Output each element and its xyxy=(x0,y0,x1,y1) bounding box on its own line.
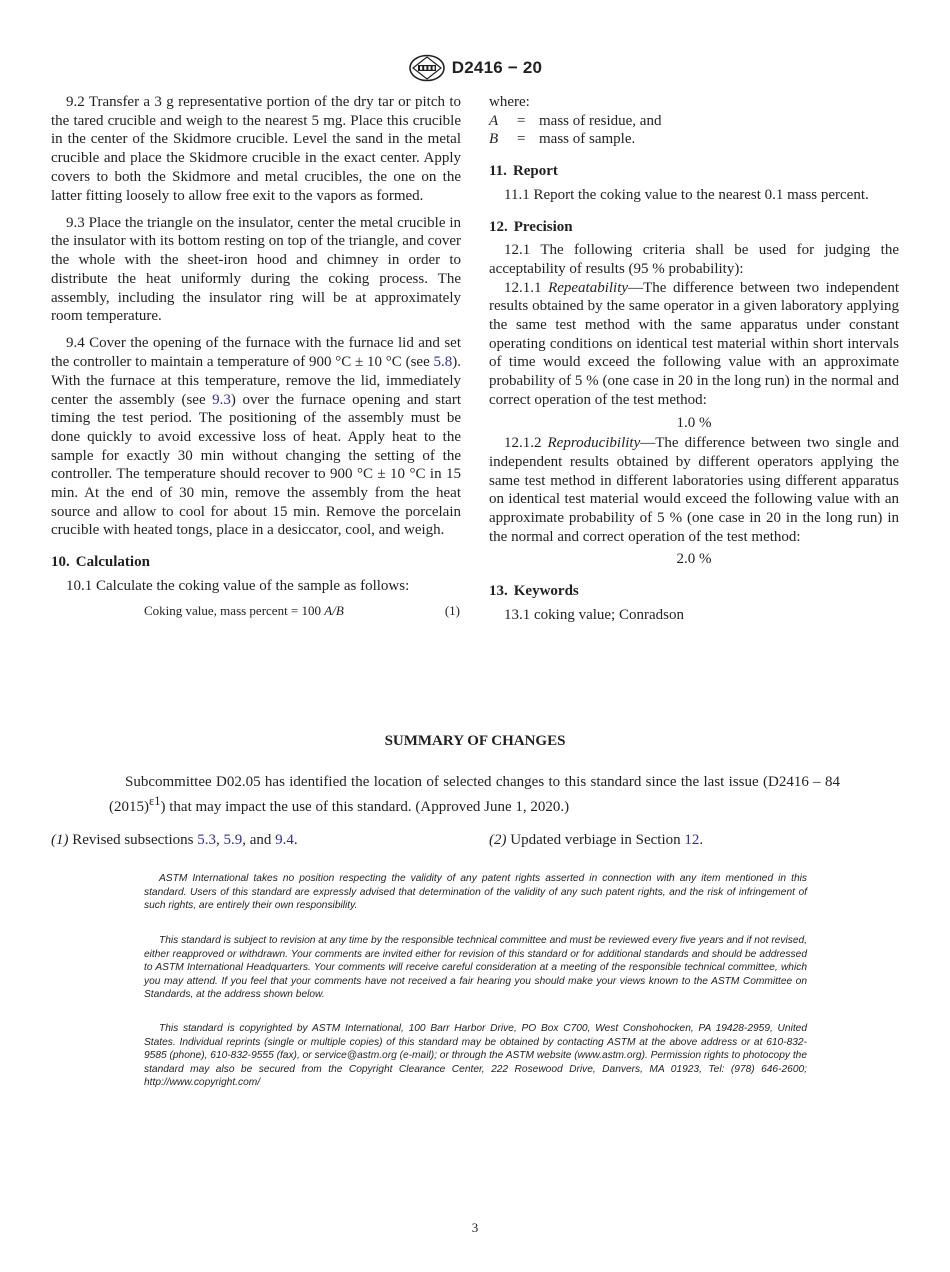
left-column xyxy=(51,93,461,620)
paragraph-10-1: 10.1 Calculate the coking value of the sample as follows: xyxy=(66,577,410,594)
definition-b: B = mass of sample. xyxy=(489,131,636,148)
summary-body: Subcommittee D02.05 has identified the location of selected changes to this standard since the last issue (D2416 – 84 $(2015)^{\varepsilon 1}$) that may impact the use of this standard. (Approved June 1, 2020.) xyxy=(109,774,840,815)
equation-number: (1) xyxy=(444,602,460,618)
xref-section-12-link[interactable]: 12 xyxy=(684,832,700,848)
paragraph-9-4: 9.4 Cover the opening of the furnace with the furnace lid and set the controller to maintain a temperature of 900 °C ± 10 °C (see 5.8). With the furnace at this temperature, remove the lid, immediately center the assembly (see 9.3) over the furnace opening and start timing the test period. The positioning of the assembly must be done quickly to avoid excessive loss of heat. Apply heat to the sample for exactly 30 min without changing the setting of the controller. The temperature should recover to 900 °C ± 10 °C in 15 min. At the end of 30 min, remove the assembly from the heat source and allow to cool for about 15 min. Remove the porcelain crucible with heated tongs, place in a desiccator, cool, and weigh. xyxy=(51,335,462,539)
xref-5-3-link[interactable]: 5.3 xyxy=(197,832,216,848)
page-number: 3 xyxy=(471,1220,479,1235)
paragraph-12-1-2: 12.1.2 Reproducibility—The difference between two single and independent results obtained by different operators applying the same test method in different laboratories using different apparatus on identical test material would exceed the following value with an approximate probability of 5 % (one case in 20 in the long run) in the normal and correct operation of the test method: xyxy=(489,435,900,545)
page-header xyxy=(0,52,950,84)
astm-logo-icon xyxy=(408,54,446,82)
document-id: D2416 − 20 xyxy=(451,58,543,77)
paragraph-9-3: 9.3 Place the triangle on the insulator, center the metal crucible in the insulator with its bottom resting on top of the triangle, and cover the whole with the sheet-iron hood and chimney in order to distribute the heat uniformly during the coking process. The assembly, including the insulator ring will be at approximately room temperature. xyxy=(51,214,461,325)
paragraph-9-2: 9.2 Transfer a 3 g representative portion of the dry tar or pitch to the tared crucible and weigh to the nearest 5 mg. Place this crucible in the center of the Skidmore crucible. Level the sand in the metal crucible and place the Skidmore crucible in the exact center. Apply covers to both the Skidmore and metal crucibles, the one on the latter fitting loosely to allow free exit to the vapors as formed. xyxy=(51,94,461,204)
paragraph-12-1: 12.1 The following criteria shall be used for judging the acceptability of results (95 % probability): xyxy=(489,242,899,277)
xref-5-8-link[interactable]: 5.8 xyxy=(433,354,453,371)
section-13-heading: 13. Keywords xyxy=(489,583,579,600)
repeatability-value: 1.0 % xyxy=(676,414,712,431)
section-10-heading: 10. Calculation xyxy=(51,554,150,571)
definition-a: A = mass of residue, and xyxy=(489,112,662,129)
summary-title: SUMMARY OF CHANGES xyxy=(384,733,566,749)
change-item-2: (2) Updated verbiage in Section 12. xyxy=(489,832,704,848)
paragraph-13-1: 13.1 coking value; Conradson xyxy=(504,606,684,623)
paragraph-11-1: 11.1 Report the coking value to the nearest 0.1 mass percent. xyxy=(504,186,869,203)
xref-5-9-link[interactable]: 5.9 xyxy=(223,832,243,848)
right-column xyxy=(489,93,899,633)
xref-9-3-link[interactable]: 9.3 xyxy=(212,391,231,408)
reproducibility-value: 2.0 % xyxy=(676,551,712,568)
section-11-heading: 11. Report xyxy=(489,163,558,180)
section-12-heading: 12. Precision xyxy=(489,218,573,235)
equation-1: Coking value, mass percent = 100 A/B (1) xyxy=(51,602,461,621)
change-item-1: (1) Revised subsections 5.3, 5.9, and 9.4. xyxy=(51,832,298,848)
revision-notice: This standard is subject to revision at any time by the responsible technical committee and must be reviewed every five years and if not revised, either reapproved or withdrawn. Your comments are invited either for revision of this standard or for additional standards and should be addressed to ASTM International Headquarters. Your comments will receive careful consideration at a meeting of the responsible technical committee, which you may attend. If you feel that your comments have not received a fair hearing you should make your views known to the ASTM Committee on Standards, at the address shown below. xyxy=(144,935,807,1001)
paragraph-12-1-1: 12.1.1 Repeatability—The difference between two independent results obtained by the same operator in a given laboratory applying the same test method with the same apparatus under constant operating conditions on identical test material within short intervals of time would exceed the following value with an approximate probability of 5 % (one case in 20 in the long run) in the normal and correct operation of the test method: xyxy=(489,279,899,408)
patent-notice: ASTM International takes no position respecting the validity of any patent rights asserted in connection with any item mentioned in this standard. Users of this standard are expressly advised that determination of the validity of any such patent rights, and the risk of infringement of such rights, are entirely their own responsibility. xyxy=(144,873,807,912)
xref-9-4-link[interactable]: 9.4 xyxy=(275,832,294,848)
where-label: where: xyxy=(489,94,530,110)
copyright-notice: This standard is copyrighted by ASTM International, 100 Barr Harbor Drive, PO Box C700, West Conshohocken, PA 19428-2959, United States. Individual reprints (single or multiple copies) of this standard may be obtained by contacting ASTM at the above address or at 610-832-9585 (phone), 610-832-9555 (fax), or service@astm.org (e-mail); or through the ASTM website (www.astm.org). Permission rights to photocopy the standard may also be secured from the Copyright Clearance Center, 222 Rosewood Drive, Danvers, MA 01923, Tel: (978) 646-2600; http://www.copyright.com/ xyxy=(144,1023,807,1089)
